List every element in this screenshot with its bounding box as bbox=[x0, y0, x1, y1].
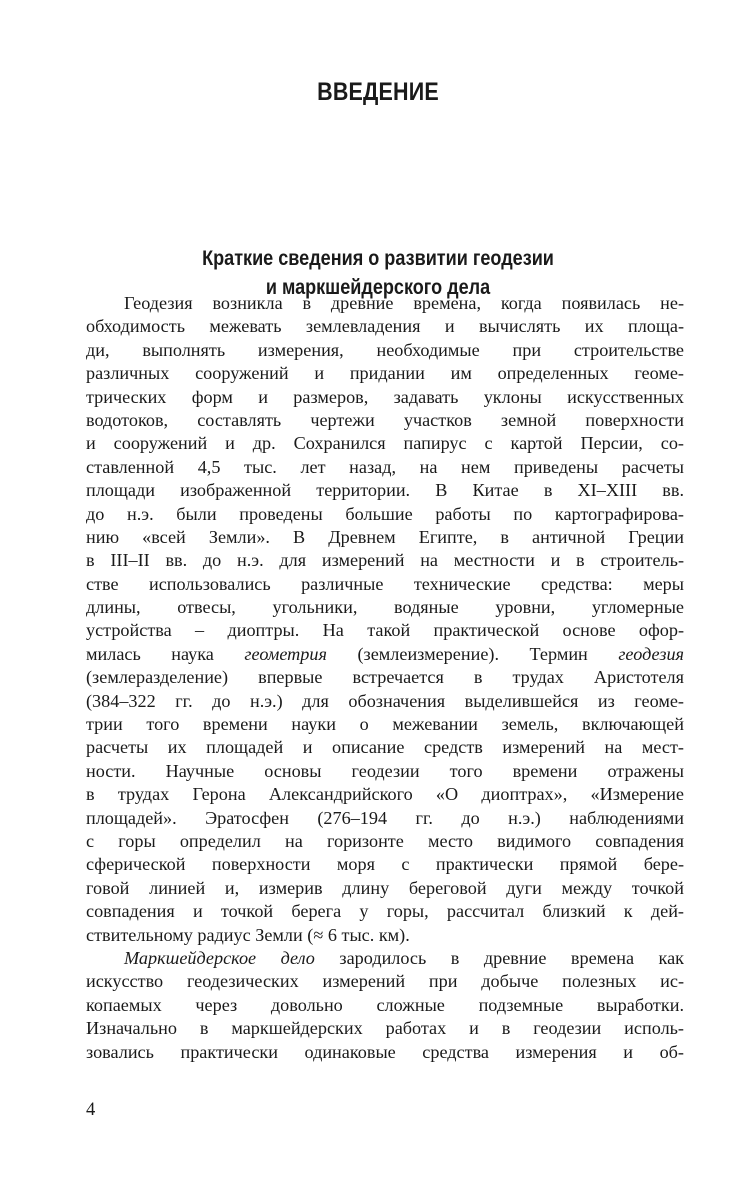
text-run: Геодезия возникла в древние времена, когда появилась не- bbox=[124, 293, 684, 313]
text-run: площади изображенной территории. В Китае в XI–XIII вв. bbox=[86, 480, 684, 501]
paragraph bbox=[86, 947, 684, 1064]
text-line bbox=[86, 526, 684, 549]
text-run: ствительному радиус Земли (≈ 6 тыс. км). bbox=[86, 924, 410, 945]
text-line bbox=[86, 713, 684, 736]
text-run: до н.э. были проведены большие работы по картографирова- bbox=[86, 503, 684, 524]
text-line bbox=[86, 994, 684, 1017]
text-line bbox=[86, 853, 684, 876]
text-line bbox=[86, 947, 684, 970]
text-line bbox=[86, 456, 684, 479]
paragraph bbox=[86, 292, 684, 947]
text-run: площадей». Эратосфен (276–194 гг. до н.э.) наблюдениями bbox=[86, 807, 684, 828]
italic-term: Маркшейдерское дело bbox=[124, 947, 315, 968]
section-title-line-2: и маркшейдерского дела bbox=[265, 276, 491, 299]
text-run: ди, выполнять измерения, необходимые при строительстве bbox=[86, 339, 684, 360]
text-run: трических форм и размеров, задавать уклоны искусственных bbox=[86, 386, 684, 407]
text-line bbox=[86, 1041, 684, 1064]
text-line bbox=[86, 807, 684, 830]
page-number: 4 bbox=[86, 1100, 96, 1120]
text-run: длины, отвесы, угольники, водяные уровни, угломерные bbox=[86, 597, 684, 618]
text-line bbox=[86, 503, 684, 526]
text-run: (землеизмерение). Термин bbox=[326, 643, 619, 664]
text-line bbox=[86, 315, 684, 338]
text-run: (384–322 гг. до н.э.) для обозначения выделившейся из геоме- bbox=[86, 690, 684, 711]
text-run: различных сооружений и придании им определенных геоме- bbox=[86, 363, 684, 384]
chapter-title: ВВЕДЕНИЕ bbox=[317, 78, 439, 106]
text-run: зародилось в древние времена как bbox=[314, 947, 684, 968]
text-line bbox=[86, 362, 684, 385]
text-line bbox=[86, 432, 684, 455]
text-run: зовались практически одинаковые средства измерения и об- bbox=[86, 1041, 684, 1062]
text-line bbox=[86, 619, 684, 642]
text-line bbox=[86, 900, 684, 923]
text-run: сферической поверхности моря с практически прямой бере- bbox=[86, 854, 684, 875]
text-line bbox=[86, 760, 684, 783]
text-line bbox=[86, 666, 684, 689]
text-line bbox=[86, 479, 684, 502]
text-run: милась наука bbox=[86, 643, 245, 664]
text-line bbox=[86, 573, 684, 596]
text-line bbox=[86, 736, 684, 759]
text-line bbox=[86, 924, 684, 947]
text-line bbox=[86, 783, 684, 806]
text-run: нию «всей Земли». В Древнем Египте, в античной Греции bbox=[86, 526, 684, 547]
text-run: искусство геодезических измерений при добыче полезных ис- bbox=[86, 971, 684, 992]
text-run: ставленной 4,5 тыс. лет назад, на нем приведены расчеты bbox=[86, 456, 684, 477]
text-run: стве использовались различные технические средства: меры bbox=[86, 573, 684, 594]
text-line bbox=[86, 1017, 684, 1040]
body-text bbox=[86, 292, 684, 1064]
text-line bbox=[86, 830, 684, 853]
text-run: и сооружений и др. Сохранился папирус с картой Персии, со- bbox=[86, 433, 684, 454]
italic-term: геометрия bbox=[244, 643, 327, 664]
text-line bbox=[86, 292, 684, 315]
text-run: Изначально в маркшейдерских работах и в геодезии исполь- bbox=[86, 1018, 684, 1039]
text-line bbox=[86, 690, 684, 713]
text-line bbox=[86, 549, 684, 572]
text-run: расчеты их площадей и описание средств измерений на мест- bbox=[86, 737, 684, 758]
text-run: копаемых через довольно сложные подземные выработки. bbox=[86, 994, 684, 1015]
italic-term: геодезия bbox=[618, 643, 684, 664]
text-run: совпадения и точкой берега у горы, рассчитал близкий к дей- bbox=[86, 901, 684, 922]
text-line bbox=[86, 877, 684, 900]
text-line bbox=[86, 970, 684, 993]
text-run: трии того времени науки о межевании земель, включающей bbox=[86, 714, 684, 735]
text-run: (землеразделение) впервые встречается в трудах Аристотеля bbox=[86, 667, 684, 688]
text-run: ности. Научные основы геодезии того времени отражены bbox=[86, 760, 684, 781]
text-line bbox=[86, 386, 684, 409]
text-line bbox=[86, 643, 684, 666]
section-title-line-1: Краткие сведения о развитии геодезии bbox=[202, 247, 554, 270]
text-line bbox=[86, 409, 684, 432]
text-run: говой линией и, измерив длину береговой дуги между точкой bbox=[86, 877, 684, 898]
text-line bbox=[86, 339, 684, 362]
text-line bbox=[86, 596, 684, 619]
text-run: в трудах Герона Александрийского «О диоптрах», «Измерение bbox=[86, 784, 684, 805]
text-run: в III–II вв. до н.э. для измерений на местности и в строитель- bbox=[86, 550, 684, 571]
text-run: с горы определил на горизонте место видимого совпадения bbox=[86, 830, 684, 851]
text-run: водотоков, составлять чертежи участков земной поверхности bbox=[86, 409, 684, 430]
text-run: обходимость межевать землевладения и вычислять их площа- bbox=[86, 316, 684, 337]
text-run: устройства – диоптры. На такой практической основе офор- bbox=[86, 620, 684, 641]
